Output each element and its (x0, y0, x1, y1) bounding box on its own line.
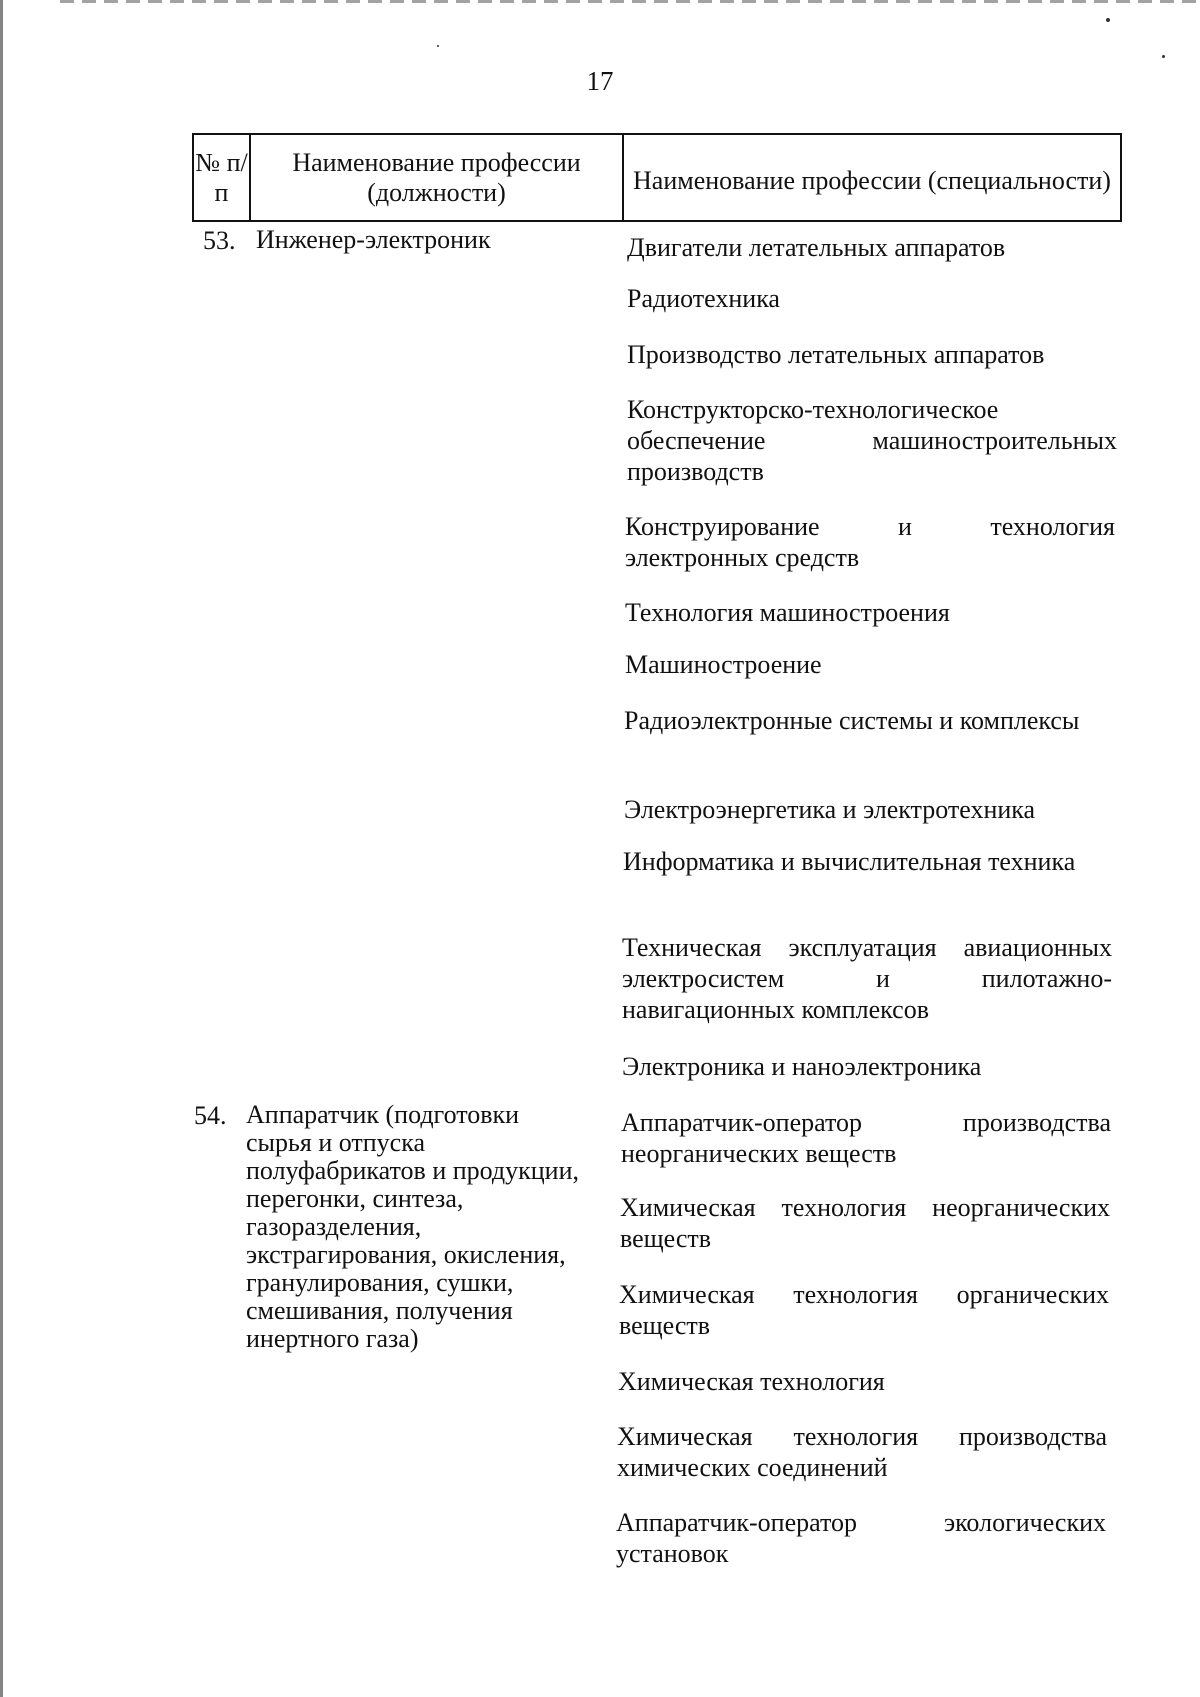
header-position: Наименование профессии (должности) (251, 135, 624, 220)
table-header (192, 133, 1122, 222)
specialty-item: Машиностроение (625, 650, 822, 679)
specialty-item: Радиоэлектронные системы и комплексы (624, 706, 1080, 735)
specialty-item: Конструирование и технология электронных средств (625, 512, 1115, 572)
specialty-item: Химическая технология (618, 1367, 885, 1396)
specialty-item: Информатика и вычислительная техника (623, 847, 1076, 876)
scan-speck (437, 45, 439, 47)
specialty-item: Химическая технология неорганических веществ (620, 1193, 1110, 1253)
page-number: 17 (586, 66, 614, 96)
specialty-item: Электроника и наноэлектроника (622, 1052, 982, 1081)
scan-edge-top (60, 0, 1200, 3)
specialty-item: Химическая технология органических веществ (619, 1280, 1109, 1340)
row-number: 53. (203, 226, 236, 255)
specialty-item: Конструкторско-технологическое обеспечение машиностроительных производств (627, 395, 1117, 486)
scan-speck (1162, 55, 1165, 58)
specialty-item: Радиотехника (627, 284, 780, 313)
specialty-item: Производство летательных аппаратов (627, 340, 1045, 369)
specialty-item: Аппаратчик-оператор экологических установок (616, 1508, 1106, 1568)
scan-speck (1106, 18, 1110, 22)
header-num: № п/п (194, 135, 251, 220)
specialty-item: Электроэнергетика и электротехника (624, 795, 1036, 824)
specialty-item: Химическая технология производства химических соединений (617, 1422, 1107, 1482)
specialty-item: Аппаратчик-оператор производства неорганических веществ (621, 1108, 1111, 1168)
specialty-item: Техническая эксплуатация авиационных электросистем и пилотажно-навигационных комплексов (622, 933, 1112, 1024)
specialty-item: Технология машиностроения (625, 598, 950, 627)
row-number: 54. (194, 1101, 227, 1130)
position-name: Аппаратчик (подготовки сырья и отпуска полуфабрикатов и продукции, перегонки, синтеза, газоразделения, экстрагирования, окисления, гранулирования, сушки, смешивания, получения инертного газа) (246, 1100, 580, 1353)
specialty-item: Двигатели летательных аппаратов (627, 233, 1006, 262)
position-name: Инженер-электроник (256, 225, 491, 254)
header-specialty: Наименование профессии (специальности) (633, 165, 1111, 195)
scan-edge-left (0, 0, 3, 1697)
